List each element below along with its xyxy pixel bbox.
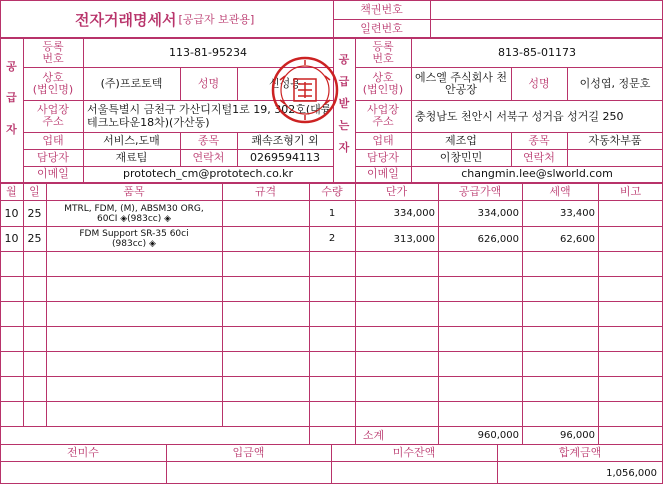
subtotal-tax: 96,000 bbox=[560, 430, 595, 441]
table-row-1-spec bbox=[222, 201, 309, 226]
supplier-name-label: 성명 bbox=[197, 76, 220, 90]
buyer-reg-no-label: 등록 번호 bbox=[372, 39, 394, 65]
table-row-1-qty: 1 bbox=[328, 207, 336, 219]
serial-no-label: 일련번호 bbox=[360, 21, 403, 35]
unpaid-label: 미수잔액 bbox=[392, 446, 436, 459]
buyer-manager: 이창민민 bbox=[439, 150, 483, 164]
table-row-1-supply: 334,000 bbox=[477, 208, 519, 219]
table-row-2-day: 25 bbox=[27, 232, 42, 245]
buyer-contact-label: 연락처 bbox=[523, 150, 555, 164]
table-row-2-item: FDM Support SR-35 60ci (983cc) ◈ bbox=[79, 229, 189, 249]
table-row-2-supply: 626,000 bbox=[477, 233, 519, 245]
supplier-company-label: 상호 (법인명) bbox=[32, 70, 74, 96]
total-label: 합계금액 bbox=[558, 446, 602, 459]
col-header-spec: 규격 bbox=[254, 184, 277, 198]
table-row-2-spec bbox=[222, 227, 309, 251]
document-title bbox=[75, 9, 335, 29]
table-row-2-month: 10 bbox=[4, 232, 19, 245]
col-header-unit-price: 단가 bbox=[385, 184, 408, 198]
book-no-label: 책권번호 bbox=[360, 2, 403, 16]
buyer-address-label: 사업장 주소 bbox=[367, 103, 399, 128]
buyer-contact bbox=[567, 149, 663, 166]
buyer-biz-type: 제조업 bbox=[445, 133, 477, 147]
table-row-1-month: 10 bbox=[4, 206, 19, 220]
col-header-qty: 수량 bbox=[321, 184, 343, 198]
prev-balance-label: 전미수 bbox=[67, 446, 99, 459]
buyer-manager-label: 담당자 bbox=[367, 150, 399, 164]
supplier-biz-type: 서비스,도매 bbox=[103, 133, 160, 147]
subtotal-label: 소계 bbox=[362, 428, 385, 442]
supplier-side-label: 공 급 자 bbox=[6, 59, 17, 137]
buyer-name: 이성엽, 정문호 bbox=[579, 76, 651, 90]
buyer-biz-item: 자동차부품 bbox=[588, 133, 642, 147]
table-row-1-unit-price: 334,000 bbox=[393, 208, 435, 219]
col-header-tax: 세액 bbox=[549, 184, 571, 198]
buyer-company: 에스엘 주식회사 천안공장 bbox=[414, 70, 507, 96]
table-row-2-note bbox=[598, 227, 663, 251]
subtotal-supply: 960,000 bbox=[477, 430, 519, 441]
title-subtitle: [공급자 보관용] bbox=[178, 13, 255, 26]
buyer-address: 충청남도 천안시 서북구 성거읍 성거길 250 bbox=[415, 109, 624, 123]
table-row-2-qty: 2 bbox=[328, 233, 336, 244]
buyer-reg-no: 813-85-01173 bbox=[498, 45, 576, 59]
table-row-1-day: 25 bbox=[27, 206, 42, 220]
supplier-reg-no-label: 등록 번호 bbox=[42, 39, 64, 65]
table-row-2-tax: 62,600 bbox=[560, 233, 595, 245]
supplier-address-label: 사업장 주소 bbox=[37, 103, 69, 128]
buyer-biz-type-label: 업태 bbox=[372, 133, 394, 147]
buyer-email-label: 이메일 bbox=[367, 167, 399, 180]
table-row-2-unit-price: 313,000 bbox=[393, 233, 435, 245]
buyer-side-label: 공 급 받 는 자 bbox=[338, 53, 350, 154]
title-text: 전자거래명세서 bbox=[75, 10, 177, 29]
supplier-biz-item-label: 종목 bbox=[197, 133, 220, 147]
supplier-manager: 재료팀 bbox=[115, 150, 148, 164]
company-seal-stamp bbox=[270, 55, 340, 125]
supplier-email-label: 이메일 bbox=[37, 167, 69, 180]
supplier-manager-label: 담당자 bbox=[37, 150, 69, 164]
supplier-biz-type-label: 업태 bbox=[42, 133, 64, 147]
col-header-item: 품목 bbox=[123, 184, 145, 198]
supplier-biz-item: 쾌속조형기 외 bbox=[251, 133, 319, 147]
buyer-biz-item-label: 종목 bbox=[528, 133, 550, 147]
table-row-1-tax: 33,400 bbox=[560, 208, 595, 219]
col-header-day: 일 bbox=[29, 184, 40, 198]
table-row-1-item: MTRL, FDM, (M), ABSM30 ORG, 60CI ◈(983cc) ◈ bbox=[64, 203, 204, 224]
col-header-supply: 공급가액 bbox=[458, 184, 502, 198]
total-amount: 1,056,000 bbox=[606, 467, 657, 479]
supplier-contact-label: 연락처 bbox=[192, 150, 225, 164]
table-row-1-note bbox=[598, 201, 663, 226]
supplier-contact: 0269594113 bbox=[250, 150, 320, 164]
supplier-company: (주)프로토텍 bbox=[100, 76, 163, 90]
col-header-note: 비고 bbox=[619, 184, 642, 198]
supplier-name: 신성용 bbox=[269, 76, 301, 90]
supplier-address: 서울특별시 금천구 가산디지털1로 19, 302호(대륭테크노타운18차)(가산동) bbox=[87, 103, 332, 129]
col-header-month: 월 bbox=[6, 184, 17, 198]
supplier-email: prototech_cm@prototech.co.kr bbox=[122, 167, 293, 180]
buyer-name-label: 성명 bbox=[528, 76, 550, 90]
received-label: 입금액 bbox=[232, 446, 265, 459]
buyer-company-label: 상호 (법인명) bbox=[362, 70, 404, 96]
buyer-email: changmin.lee@slworld.com bbox=[461, 167, 613, 180]
supplier-reg-no: 113-81-95234 bbox=[169, 45, 247, 59]
